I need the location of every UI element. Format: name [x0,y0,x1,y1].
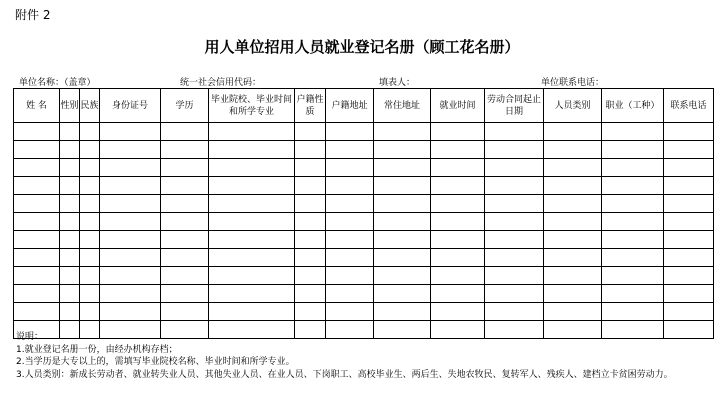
table-cell[interactable] [80,123,100,141]
table-cell[interactable] [295,123,326,141]
table-cell[interactable] [100,123,161,141]
column-header: 常住地址 [374,89,431,123]
table-cell[interactable] [664,267,714,285]
table-cell[interactable] [326,141,374,159]
column-header: 就业时间 [431,89,485,123]
table-cell[interactable] [544,213,602,231]
column-header: 民族 [80,89,100,123]
table-cell[interactable] [100,249,161,267]
table-cell[interactable] [431,303,485,321]
table-cell[interactable] [544,267,602,285]
unit-phone-field: 单位联系电话： [541,78,605,88]
table-cell[interactable] [664,303,714,321]
table-cell[interactable] [374,141,431,159]
table-cell[interactable] [602,285,664,303]
table-cell[interactable] [100,213,161,231]
table-cell[interactable] [431,141,485,159]
table-cell[interactable] [295,231,326,249]
table-cell[interactable] [431,213,485,231]
table-cell[interactable] [485,267,544,285]
table-cell[interactable] [209,177,295,195]
table-cell[interactable] [209,231,295,249]
table-cell[interactable] [295,195,326,213]
table-cell[interactable] [295,303,326,321]
table-cell[interactable] [161,177,209,195]
table-cell[interactable] [80,195,100,213]
table-cell[interactable] [374,177,431,195]
table-cell[interactable] [664,177,714,195]
form-title: 用人单位招用人员就业登记名册（顾工花名册） [204,38,520,56]
table-cell[interactable] [485,231,544,249]
table-cell[interactable] [14,195,60,213]
table-cell[interactable] [664,123,714,141]
table-cell[interactable] [100,141,161,159]
table-cell[interactable] [209,285,295,303]
table-cell[interactable] [326,195,374,213]
table-row [14,177,714,195]
table-cell[interactable] [544,195,602,213]
table-cell[interactable] [602,231,664,249]
filler-field: 填表人： [379,78,416,88]
table-cell[interactable] [14,177,60,195]
table-cell[interactable] [664,231,714,249]
column-header: 毕业院校、毕业时间和所学专业 [209,89,295,123]
table-cell[interactable] [209,141,295,159]
table-cell[interactable] [485,213,544,231]
table-cell[interactable] [431,267,485,285]
table-cell[interactable] [14,249,60,267]
table-cell[interactable] [209,159,295,177]
table-cell[interactable] [295,141,326,159]
table-cell[interactable] [80,303,100,321]
table-cell[interactable] [485,141,544,159]
table-row [14,141,714,159]
table-cell[interactable] [60,285,80,303]
table-row [14,267,714,285]
table-cell[interactable] [374,123,431,141]
table-cell[interactable] [431,249,485,267]
table-cell[interactable] [209,267,295,285]
table-cell[interactable] [602,303,664,321]
table-cell[interactable] [544,141,602,159]
table-cell[interactable] [295,249,326,267]
table-cell[interactable] [485,285,544,303]
table-cell[interactable] [431,231,485,249]
table-cell[interactable] [326,123,374,141]
table-cell[interactable] [100,177,161,195]
table-cell[interactable] [544,231,602,249]
table-cell[interactable] [602,123,664,141]
table-cell[interactable] [295,213,326,231]
table-cell[interactable] [664,249,714,267]
unit-name-field: 单位名称：（盖章） [19,78,96,88]
table-cell[interactable] [80,249,100,267]
table-cell[interactable] [14,303,60,321]
table-row [14,303,714,321]
table-cell[interactable] [60,123,80,141]
table-cell[interactable] [326,159,374,177]
table-cell[interactable] [60,303,80,321]
table-row [14,159,714,177]
table-cell[interactable] [295,177,326,195]
table-cell[interactable] [161,213,209,231]
column-header: 姓 名 [14,89,60,123]
table-cell[interactable] [14,213,60,231]
table-cell[interactable] [80,159,100,177]
table-cell[interactable] [374,231,431,249]
column-header: 人员类别 [544,89,602,123]
table-cell[interactable] [100,303,161,321]
table-cell[interactable] [295,267,326,285]
table-cell[interactable] [209,195,295,213]
table-cell[interactable] [161,231,209,249]
table-cell[interactable] [602,141,664,159]
table-cell[interactable] [161,159,209,177]
table-row [14,123,714,141]
table-cell[interactable] [80,213,100,231]
table-row [14,213,714,231]
table-row [14,249,714,267]
table-cell[interactable] [602,267,664,285]
table-cell[interactable] [80,177,100,195]
table-cell[interactable] [431,285,485,303]
table-cell[interactable] [602,195,664,213]
table-cell[interactable] [544,285,602,303]
table-cell[interactable] [374,249,431,267]
table-cell[interactable] [326,303,374,321]
table-cell[interactable] [100,231,161,249]
column-header: 户籍地址 [326,89,374,123]
table-cell[interactable] [485,303,544,321]
table-cell[interactable] [374,303,431,321]
table-cell[interactable] [544,249,602,267]
table-cell[interactable] [14,159,60,177]
table-header-row [14,89,714,123]
table-cell[interactable] [374,267,431,285]
table-cell[interactable] [374,195,431,213]
table-cell[interactable] [544,159,602,177]
table-cell[interactable] [14,231,60,249]
table-cell[interactable] [161,141,209,159]
table-cell[interactable] [374,285,431,303]
column-header: 身份证号 [100,89,161,123]
table-cell[interactable] [374,213,431,231]
table-cell[interactable] [80,231,100,249]
column-header: 联系电话 [664,89,714,123]
table-cell[interactable] [485,177,544,195]
table-cell[interactable] [431,159,485,177]
table-cell[interactable] [60,195,80,213]
table-cell[interactable] [485,123,544,141]
notes-section [16,331,696,381]
column-header: 劳动合同起止日期 [485,89,544,123]
table-cell[interactable] [60,177,80,195]
notes-heading: 说明： [16,332,44,342]
note-item-3: 3.人员类别：新成长劳动者、就业转失业人员、其他失业人员、在业人员、下岗职工、高校毕业生、两后生、失地农牧民、复转军人、残疾人、建档立卡贫困劳动力。 [16,369,673,380]
column-header: 户籍性质 [295,89,326,123]
table-cell[interactable] [209,249,295,267]
table-cell[interactable] [161,303,209,321]
table-cell[interactable] [485,159,544,177]
table-cell[interactable] [544,303,602,321]
registration-table [13,88,714,339]
table-row [14,285,714,303]
table-cell[interactable] [161,123,209,141]
table-cell[interactable] [326,267,374,285]
table-cell[interactable] [431,123,485,141]
table-cell[interactable] [431,195,485,213]
table-cell[interactable] [485,249,544,267]
table-cell[interactable] [14,267,60,285]
table-cell[interactable] [664,159,714,177]
credit-code-field: 统一社会信用代码： [180,78,262,88]
table-cell[interactable] [80,267,100,285]
table-cell[interactable] [14,141,60,159]
table-cell[interactable] [602,177,664,195]
table-cell[interactable] [602,159,664,177]
table-row [14,195,714,213]
table-cell[interactable] [374,159,431,177]
table-cell[interactable] [544,123,602,141]
table-cell[interactable] [100,285,161,303]
column-header: 职业（工种） [602,89,664,123]
table-cell[interactable] [60,141,80,159]
column-header: 性别 [60,89,80,123]
table-cell[interactable] [161,195,209,213]
table-cell[interactable] [80,141,100,159]
table-cell[interactable] [295,159,326,177]
table-cell[interactable] [161,267,209,285]
table-cell[interactable] [485,195,544,213]
table-cell[interactable] [100,159,161,177]
table-cell[interactable] [664,213,714,231]
table-cell[interactable] [209,213,295,231]
table-cell[interactable] [161,285,209,303]
table-cell[interactable] [326,249,374,267]
table-cell[interactable] [664,195,714,213]
table-cell[interactable] [60,231,80,249]
table-cell[interactable] [326,177,374,195]
table-cell[interactable] [100,267,161,285]
table-cell[interactable] [602,249,664,267]
table-row [14,231,714,249]
table-cell[interactable] [602,213,664,231]
table-cell[interactable] [14,123,60,141]
table-cell[interactable] [326,213,374,231]
table-cell[interactable] [664,285,714,303]
table-cell[interactable] [664,141,714,159]
table-cell[interactable] [431,177,485,195]
table-cell[interactable] [209,123,295,141]
table-cell[interactable] [295,285,326,303]
table-cell[interactable] [209,303,295,321]
table-cell[interactable] [161,249,209,267]
table-cell[interactable] [326,285,374,303]
note-item-2: 2.当学历是大专以上的，需填写毕业院校名称、毕业时间和所学专业。 [16,357,295,367]
attachment-label: 附件 2 [15,8,51,22]
table-cell[interactable] [60,249,80,267]
table-cell[interactable] [60,159,80,177]
note-item-1: 1.就业登记名册一份，由经办机构存档； [16,344,178,355]
table-cell[interactable] [544,177,602,195]
table-cell[interactable] [60,213,80,231]
column-header: 学历 [161,89,209,123]
table-cell[interactable] [80,285,100,303]
table-cell[interactable] [100,195,161,213]
table-cell[interactable] [60,267,80,285]
table-cell[interactable] [326,231,374,249]
table-cell[interactable] [14,285,60,303]
